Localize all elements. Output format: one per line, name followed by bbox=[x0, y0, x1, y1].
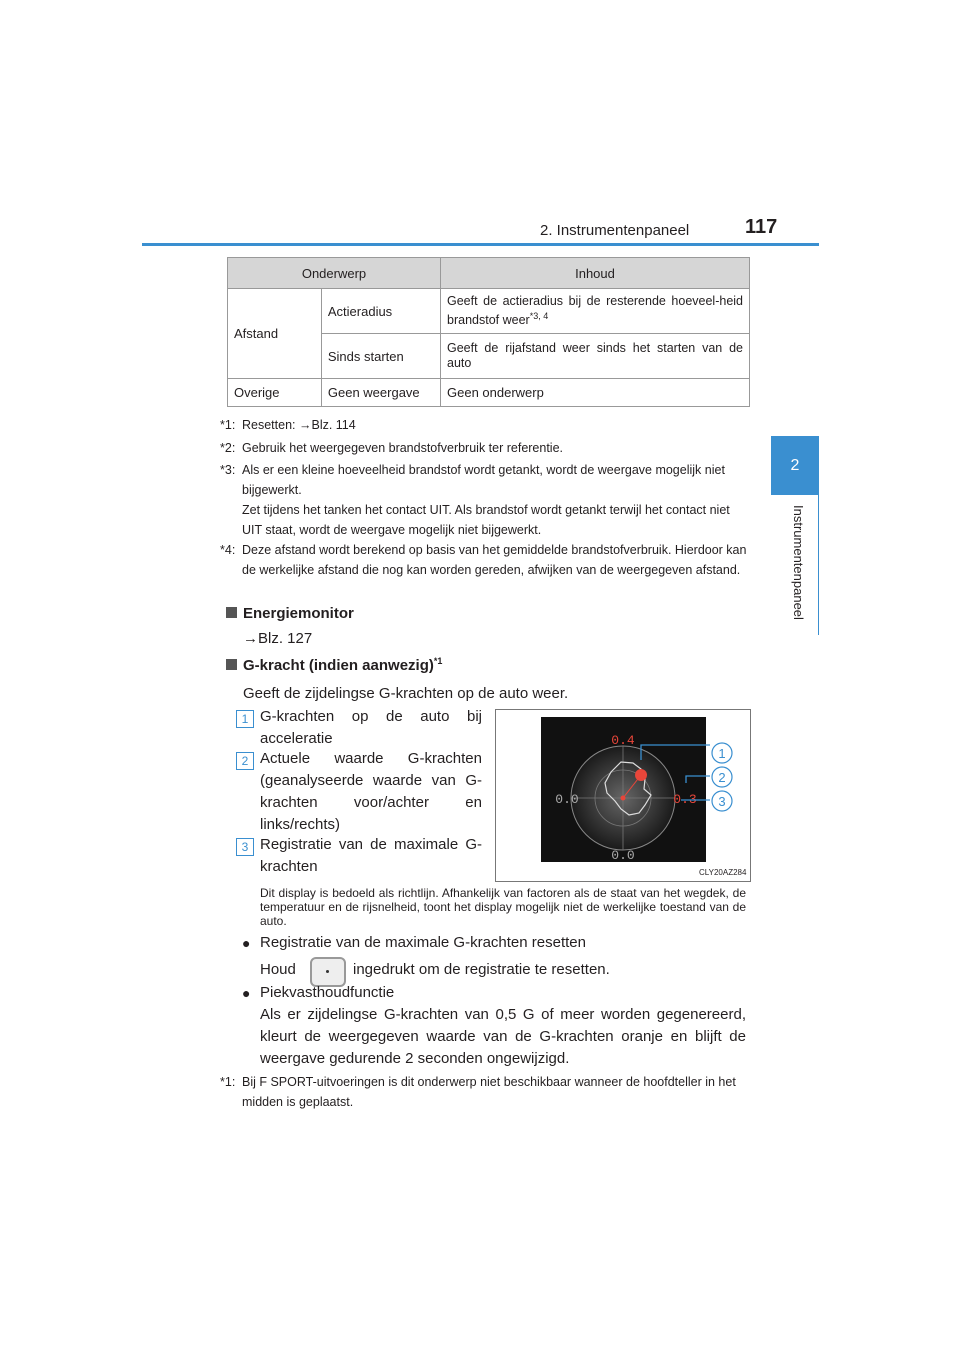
bullet-dot-icon: ● bbox=[242, 985, 251, 1001]
chapter-tab: 2 bbox=[771, 436, 819, 495]
bullet-dot-icon: ● bbox=[242, 935, 251, 951]
footnote-4: *4: Deze afstand wordt berekend op basis van het gemiddelde brandstofverbruik. Hierdoor kan de werkelijke afstand die nog kan worden gereden, afwijken van de weergegeven afstand. bbox=[220, 543, 747, 577]
bottom-footnote: *1: Bij F SPORT-uitvoeringen is dit onderwerp niet beschikbaar wanneer de hoofdteller in het midden is geplaatst. bbox=[220, 1075, 736, 1109]
item-number-3: 3 bbox=[236, 838, 254, 856]
header-rule bbox=[142, 243, 819, 246]
row-label-sinds-starten: Sinds starten bbox=[321, 334, 440, 379]
gkracht-heading: G-kracht (indien aanwezig)$^{*1}$ bbox=[226, 656, 442, 674]
item-text-1: G-krachten op de auto bij acceleratie bbox=[260, 708, 482, 747]
gforce-figure bbox=[495, 709, 751, 882]
row-desc-geen-onderwerp: Geen onderwerp bbox=[441, 379, 750, 407]
callout-line-1 bbox=[641, 745, 710, 760]
item-number-1: 1 bbox=[236, 710, 254, 728]
row-label-actieradius: Actieradius bbox=[321, 289, 440, 334]
item-text-3: Registratie van de maximale G-krachten bbox=[260, 836, 482, 875]
reset-text-before: Houd bbox=[260, 961, 296, 978]
gforce-bottom-value: 0.0 bbox=[611, 848, 635, 862]
row-desc-sinds-starten: Geeft de rijafstand weer sinds het starten van de auto bbox=[441, 334, 750, 379]
callout-label-3: 3 bbox=[718, 794, 726, 809]
gforce-top-value: 0.4 bbox=[611, 733, 635, 748]
chapter-side-label: Instrumentenpaneel bbox=[791, 505, 806, 620]
chapter-title: 2. Instrumentenpaneel bbox=[540, 222, 690, 239]
gkracht-note: Dit display is bedoeld als richtlijn. Afhankelijk van factoren als de staat van het wegdek, de temperatuur en de rijsnelheid, toont het display mogelijk niet de werkelijke toestand van de auto. bbox=[260, 886, 746, 928]
footnote-3: *3: Als er een kleine hoeveelheid brandstof wordt getankt, wordt de weergave mogelijk niet bijgewerkt. Zet tijdens het tanken het contact UIT. Als brandstof wordt getankt terwijl het contact niet UIT staat, wordt de weergave mogelijk niet bijgewerkt. bbox=[220, 463, 730, 537]
reset-text-after: ingedrukt om de registratie te resetten. bbox=[353, 961, 610, 978]
energiemonitor-heading: Energiemonitor bbox=[226, 605, 354, 622]
reset-heading: Registratie van de maximale G-krachten resetten bbox=[260, 934, 586, 951]
energiemonitor-ref[interactable]: →Blz. 127 bbox=[243, 630, 313, 647]
piek-text: Als er zijdelingse G-krachten van 0,5 G of meer worden gegenereerd, kleurt de weergegeven waarde van de G-krachten oranje en blijft de weergave gedurende 2 seconden ongewijzigd. bbox=[260, 1006, 746, 1067]
side-rule bbox=[818, 495, 819, 635]
square-bullet-icon bbox=[226, 659, 237, 670]
col-header-inhoud: Inhoud bbox=[441, 258, 750, 289]
callout-label-1: 1 bbox=[718, 746, 726, 761]
distance-table bbox=[227, 257, 750, 407]
gforce-left-value: 0.0 bbox=[555, 792, 579, 807]
gkracht-intro: Geeft de zijdelingse G-krachten op de auto weer. bbox=[243, 685, 569, 702]
item-number-2: 2 bbox=[236, 752, 254, 770]
callout-label-2: 2 bbox=[718, 770, 726, 785]
piek-heading: Piekvasthoudfunctie bbox=[260, 984, 395, 1001]
row-group-afstand: Afstand bbox=[228, 289, 322, 379]
row-label-geen-weergave: Geen weergave bbox=[321, 379, 440, 407]
item-text-2: Actuele waarde G-krachten (geanalyseerde waarde van G-krachten voor/achter en links/rechts) bbox=[260, 750, 482, 833]
page-number: 117 bbox=[745, 216, 778, 238]
footnote-2: *2: Gebruik het weergegeven brandstofverbruik ter referentie. bbox=[220, 441, 564, 455]
figure-code: CLY20AZ284 bbox=[699, 868, 747, 877]
row-desc-actieradius: Geeft de actieradius bij de resterende hoeveel-heid brandstof weer$^{*3, 4}$ bbox=[441, 289, 750, 334]
callout-line-2 bbox=[686, 776, 710, 783]
row-group-overige: Overige bbox=[228, 379, 322, 407]
gforce-right-value: 0.3 bbox=[673, 792, 697, 807]
footnote-1: *1: Resetten: →Blz. 114 bbox=[220, 418, 356, 432]
callout-lines bbox=[496, 710, 750, 881]
square-bullet-icon bbox=[226, 607, 237, 618]
col-header-onderwerp: Onderwerp bbox=[228, 258, 441, 289]
